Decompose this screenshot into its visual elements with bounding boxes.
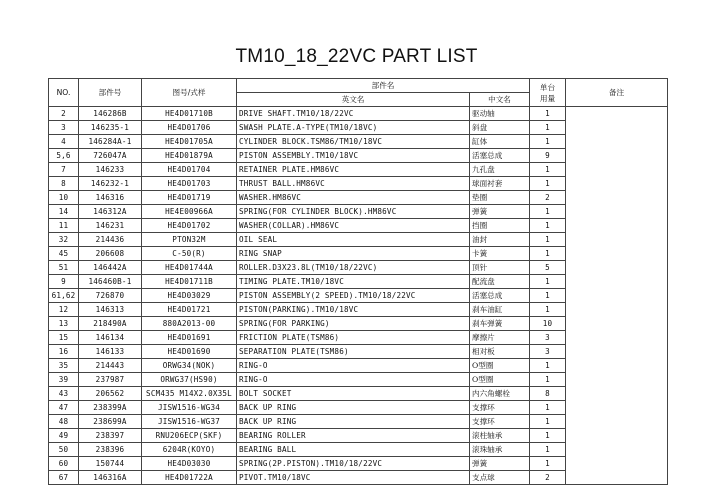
row-no: 50	[49, 443, 79, 457]
row-qty: 1	[530, 289, 566, 303]
row-chinese-name: 顶针	[470, 261, 530, 275]
row-qty: 1	[530, 205, 566, 219]
row-qty: 1	[530, 219, 566, 233]
row-chinese-name: 弹簧	[470, 205, 530, 219]
row-drawing-no: HE4D01710B	[142, 107, 237, 121]
row-drawing-no: HE4D01711B	[142, 275, 237, 289]
row-no: 35	[49, 359, 79, 373]
row-english-name: RETAINER PLATE.HM86VC	[237, 163, 470, 177]
row-english-name: RING SNAP	[237, 247, 470, 261]
row-drawing-no: HE4D01719	[142, 191, 237, 205]
row-no: 8	[49, 177, 79, 191]
row-english-name: SPRING(FOR CYLINDER BLOCK).HM86VC	[237, 205, 470, 219]
row-english-name: OIL SEAL	[237, 233, 470, 247]
row-qty: 1	[530, 121, 566, 135]
row-no: 12	[49, 303, 79, 317]
row-chinese-name: 垫圈	[470, 191, 530, 205]
row-no: 43	[49, 387, 79, 401]
row-english-name: PIVOT.TM10/18VC	[237, 471, 470, 485]
row-part-no: 726047A	[79, 149, 142, 163]
header-qty: 单台 用量	[530, 79, 566, 107]
row-english-name: PISTON ASSEMBLY.TM10/18VC	[237, 149, 470, 163]
row-part-no: 146232-1	[79, 177, 142, 191]
parts-table-body	[49, 107, 668, 485]
row-no: 45	[49, 247, 79, 261]
row-english-name: CYLINDER BLOCK.TSM86/TM10/18VC	[237, 135, 470, 149]
row-chinese-name: 卡簧	[470, 247, 530, 261]
row-english-name: RING-O	[237, 359, 470, 373]
row-chinese-name: 支撑环	[470, 401, 530, 415]
row-drawing-no: HE4D01879A	[142, 149, 237, 163]
row-part-no: 146235-1	[79, 121, 142, 135]
row-no: 51	[49, 261, 79, 275]
row-part-no: 146312A	[79, 205, 142, 219]
row-qty: 9	[530, 149, 566, 163]
row-drawing-no: SCM435 M14X2.0X35L	[142, 387, 237, 401]
row-chinese-name: 九孔盘	[470, 163, 530, 177]
row-part-no: 206608	[79, 247, 142, 261]
row-no: 10	[49, 191, 79, 205]
row-drawing-no: 880A2013-00	[142, 317, 237, 331]
row-part-no: 146133	[79, 345, 142, 359]
row-qty: 10	[530, 317, 566, 331]
row-chinese-name: 活塞总成	[470, 149, 530, 163]
row-drawing-no: HE4D01704	[142, 163, 237, 177]
row-chinese-name: 挡圈	[470, 219, 530, 233]
row-qty: 1	[530, 443, 566, 457]
row-chinese-name: 球面衬套	[470, 177, 530, 191]
row-qty: 1	[530, 233, 566, 247]
row-drawing-no: HE4D01702	[142, 219, 237, 233]
row-qty: 1	[530, 107, 566, 121]
row-chinese-name: O型圈	[470, 373, 530, 387]
row-part-no: 146231	[79, 219, 142, 233]
remarks-cell	[566, 107, 668, 485]
row-drawing-no: HE4D01706	[142, 121, 237, 135]
row-english-name: SEPARATION PLATE(TSM86)	[237, 345, 470, 359]
row-qty: 1	[530, 373, 566, 387]
row-english-name: WASHER.HM86VC	[237, 191, 470, 205]
row-no: 16	[49, 345, 79, 359]
row-english-name: PISTON(PARKING).TM10/18VC	[237, 303, 470, 317]
row-english-name: BEARING BALL	[237, 443, 470, 457]
row-part-no: 146442A	[79, 261, 142, 275]
row-no: 32	[49, 233, 79, 247]
row-drawing-no: ORWG34(NOK)	[142, 359, 237, 373]
row-qty: 2	[530, 471, 566, 485]
table-row	[49, 107, 668, 121]
row-qty: 1	[530, 457, 566, 471]
row-qty: 1	[530, 401, 566, 415]
header-chinese-name: 中文名	[470, 93, 530, 107]
header-part-name: 部件名	[237, 79, 530, 93]
row-drawing-no: HE4E00966A	[142, 205, 237, 219]
row-chinese-name: 内六角螺栓	[470, 387, 530, 401]
row-english-name: FRICTION PLATE(TSM86)	[237, 331, 470, 345]
row-drawing-no: RNU206ECP(SKF)	[142, 429, 237, 443]
row-drawing-no: 6204R(KOYO)	[142, 443, 237, 457]
row-chinese-name: 缸体	[470, 135, 530, 149]
row-drawing-no: HE4D01703	[142, 177, 237, 191]
row-part-no: 238397	[79, 429, 142, 443]
row-chinese-name: 弹簧	[470, 457, 530, 471]
row-english-name: BACK UP RING	[237, 401, 470, 415]
row-part-no: 238396	[79, 443, 142, 457]
header-part-no: 部件号	[79, 79, 142, 107]
row-no: 61,62	[49, 289, 79, 303]
row-drawing-no: C-50(R)	[142, 247, 237, 261]
row-chinese-name: 摩擦片	[470, 331, 530, 345]
row-qty: 1	[530, 359, 566, 373]
row-qty: 1	[530, 275, 566, 289]
row-part-no: 214443	[79, 359, 142, 373]
row-no: 2	[49, 107, 79, 121]
row-qty: 1	[530, 163, 566, 177]
row-english-name: ROLLER.D3X23.8L(TM10/18/22VC)	[237, 261, 470, 275]
row-drawing-no: HE4D01705A	[142, 135, 237, 149]
row-no: 14	[49, 205, 79, 219]
page-title: TM10_18_22VC PART LIST	[235, 46, 478, 67]
row-english-name: TIMING PLATE.TM10/18VC	[237, 275, 470, 289]
row-part-no: 206562	[79, 387, 142, 401]
row-chinese-name: 斜盘	[470, 121, 530, 135]
row-no: 13	[49, 317, 79, 331]
parts-table	[48, 78, 668, 485]
row-chinese-name: 支点球	[470, 471, 530, 485]
row-part-no: 150744	[79, 457, 142, 471]
row-chinese-name: 刹车油缸	[470, 303, 530, 317]
row-chinese-name: 配流盘	[470, 275, 530, 289]
row-drawing-no: HE4D01691	[142, 331, 237, 345]
row-no: 47	[49, 401, 79, 415]
row-qty: 1	[530, 135, 566, 149]
row-qty: 2	[530, 191, 566, 205]
row-part-no: 238399A	[79, 401, 142, 415]
row-english-name: BOLT SOCKET	[237, 387, 470, 401]
row-drawing-no: JISW1516-WG37	[142, 415, 237, 429]
row-english-name: DRIVE SHAFT.TM10/18/22VC	[237, 107, 470, 121]
row-no: 49	[49, 429, 79, 443]
row-drawing-no: HE4D03029	[142, 289, 237, 303]
row-drawing-no: ORWG37(HS90)	[142, 373, 237, 387]
row-no: 60	[49, 457, 79, 471]
row-english-name: BACK UP RING	[237, 415, 470, 429]
row-part-no: 218490A	[79, 317, 142, 331]
row-qty: 1	[530, 415, 566, 429]
row-drawing-no: HE4D01721	[142, 303, 237, 317]
row-part-no: 146233	[79, 163, 142, 177]
row-english-name: SWASH PLATE.A-TYPE(TM10/18VC)	[237, 121, 470, 135]
row-drawing-no: HE4D03030	[142, 457, 237, 471]
row-chinese-name: 油封	[470, 233, 530, 247]
row-no: 67	[49, 471, 79, 485]
row-no: 39	[49, 373, 79, 387]
row-no: 11	[49, 219, 79, 233]
row-part-no: 214436	[79, 233, 142, 247]
row-english-name: RING-O	[237, 373, 470, 387]
row-qty: 1	[530, 303, 566, 317]
row-qty: 3	[530, 345, 566, 359]
row-english-name: THRUST BALL.HM86VC	[237, 177, 470, 191]
row-no: 7	[49, 163, 79, 177]
row-no: 3	[49, 121, 79, 135]
row-no: 4	[49, 135, 79, 149]
row-part-no: 726870	[79, 289, 142, 303]
header-no: NO.	[49, 79, 79, 107]
row-drawing-no: HE4D01690	[142, 345, 237, 359]
row-part-no: 146460B-1	[79, 275, 142, 289]
row-chinese-name: 刹车弹簧	[470, 317, 530, 331]
row-no: 15	[49, 331, 79, 345]
row-qty: 5	[530, 261, 566, 275]
header-remarks: 备注	[566, 79, 668, 107]
row-part-no: 237987	[79, 373, 142, 387]
row-chinese-name: 支撑环	[470, 415, 530, 429]
row-chinese-name: 驱动轴	[470, 107, 530, 121]
row-english-name: WASHER(COLLAR).HM86VC	[237, 219, 470, 233]
row-qty: 1	[530, 429, 566, 443]
row-qty: 1	[530, 247, 566, 261]
row-drawing-no: HE4D01722A	[142, 471, 237, 485]
row-no: 5,6	[49, 149, 79, 163]
row-chinese-name: 活塞总成	[470, 289, 530, 303]
row-part-no: 146134	[79, 331, 142, 345]
row-chinese-name: 相对板	[470, 345, 530, 359]
row-part-no: 238699A	[79, 415, 142, 429]
row-qty: 8	[530, 387, 566, 401]
row-english-name: SPRING(FOR PARKING)	[237, 317, 470, 331]
row-english-name: BEARING ROLLER	[237, 429, 470, 443]
row-part-no: 146313	[79, 303, 142, 317]
row-english-name: SPRING(2P.PISTON).TM10/18/22VC	[237, 457, 470, 471]
row-drawing-no: PTON32M	[142, 233, 237, 247]
row-part-no: 146284A-1	[79, 135, 142, 149]
row-chinese-name: 滚珠轴承	[470, 443, 530, 457]
header-english-name: 英文名	[237, 93, 470, 107]
row-part-no: 146316A	[79, 471, 142, 485]
row-chinese-name: O型圈	[470, 359, 530, 373]
row-part-no: 146316	[79, 191, 142, 205]
row-part-no: 146286B	[79, 107, 142, 121]
row-drawing-no: JISW1516-WG34	[142, 401, 237, 415]
header-drawing-no: 图号/式样	[142, 79, 237, 107]
row-drawing-no: HE4D01744A	[142, 261, 237, 275]
row-english-name: PISTON ASSEMBLY(2 SPEED).TM10/18/22VC	[237, 289, 470, 303]
row-chinese-name: 滚柱轴承	[470, 429, 530, 443]
row-no: 48	[49, 415, 79, 429]
row-no: 9	[49, 275, 79, 289]
row-qty: 3	[530, 331, 566, 345]
row-qty: 1	[530, 177, 566, 191]
